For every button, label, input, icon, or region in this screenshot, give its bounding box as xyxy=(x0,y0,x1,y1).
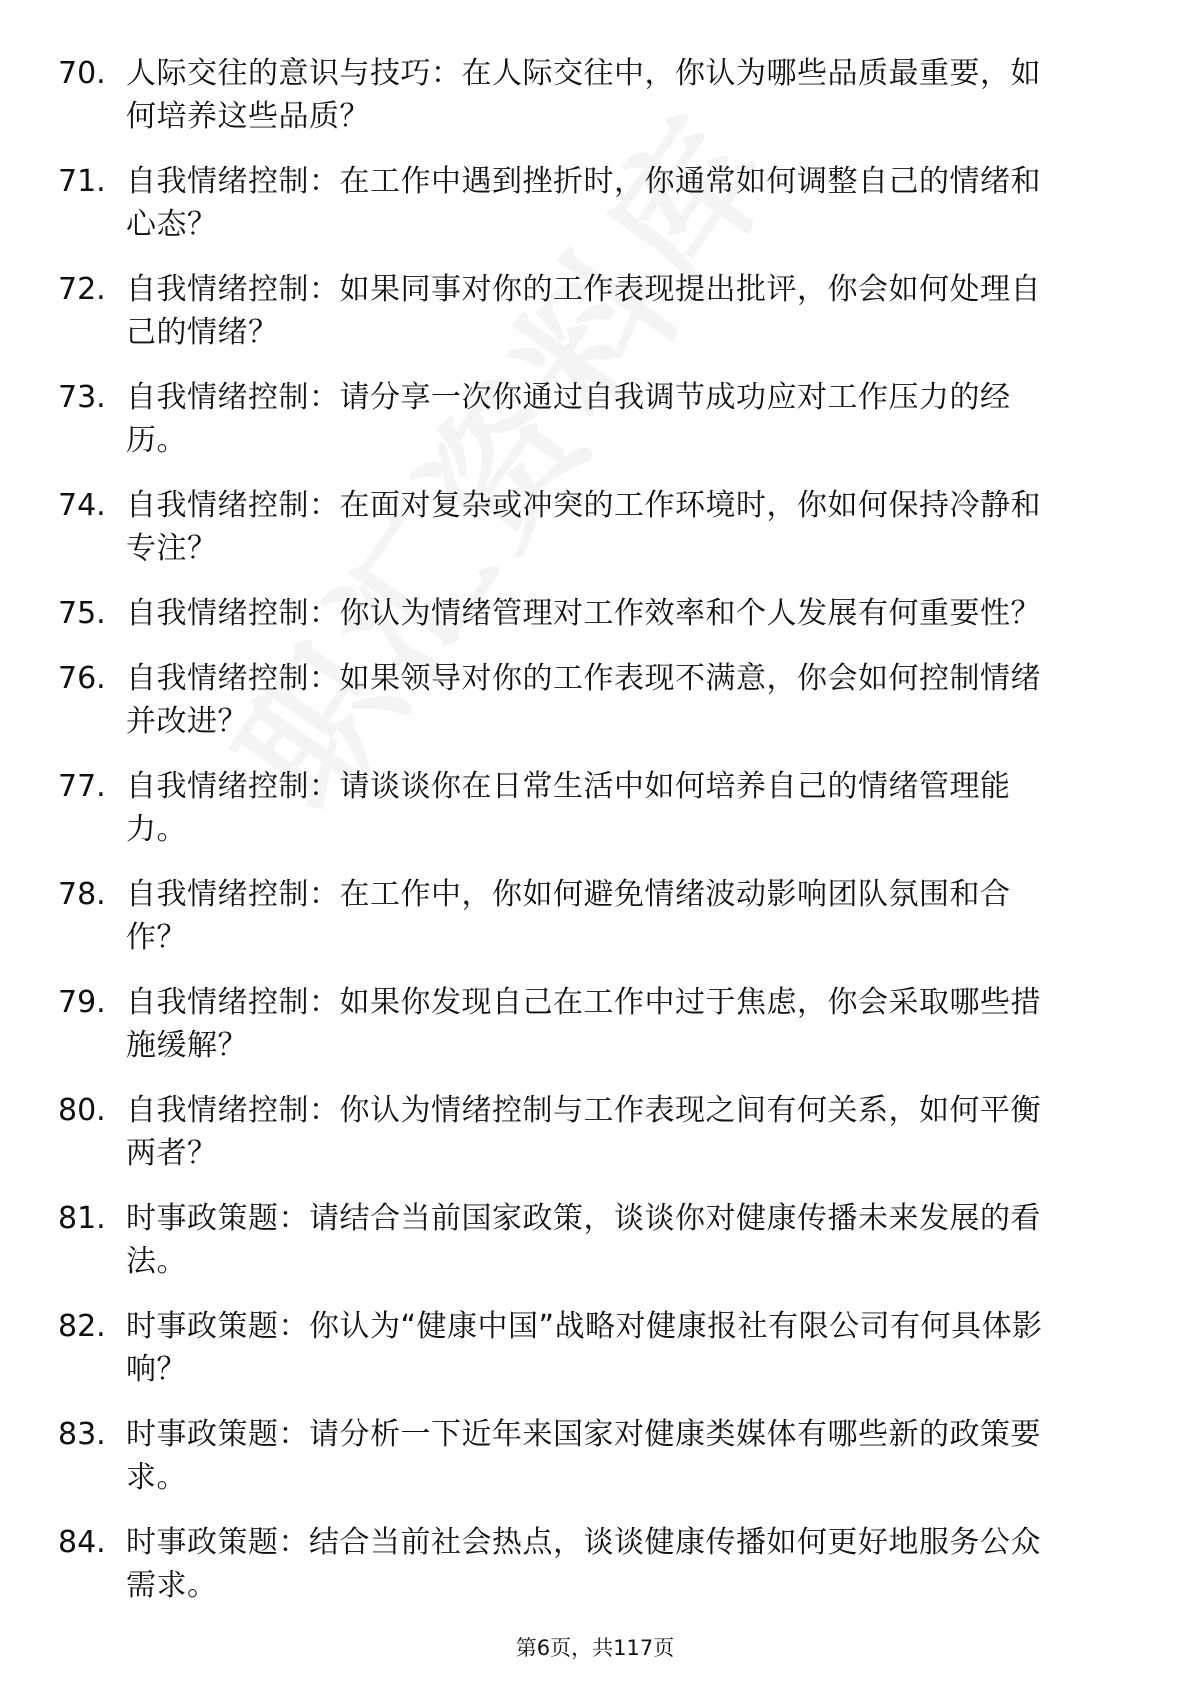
question-item xyxy=(58,160,1128,246)
question-number: 79. xyxy=(58,985,106,1020)
question-list xyxy=(58,52,1128,1629)
question-text: 自我情绪控制：你认为情绪控制与工作表现之间有何关系，如何平衡两者？ xyxy=(126,1093,1041,1171)
question-text: 时事政策题：请结合当前国家政策，谈谈你对健康传播未来发展的看法。 xyxy=(126,1201,1041,1279)
question-text: 自我情绪控制：在面对复杂或冲突的工作环境时，你如何保持冷静和专注？ xyxy=(126,488,1041,566)
question-number: 84. xyxy=(58,1525,106,1560)
question-item xyxy=(58,765,1128,851)
question-number: 82. xyxy=(58,1309,106,1344)
page-footer xyxy=(0,1632,1190,1662)
question-text: 人际交往的意识与技巧：在人际交往中，你认为哪些品质最重要，如何培养这些品质？ xyxy=(126,56,1041,134)
question-text: 自我情绪控制：请分享一次你通过自我调节成功应对工作压力的经历。 xyxy=(126,380,1011,458)
question-text: 自我情绪控制：在工作中，你如何避免情绪波动影响团队氛围和合作？ xyxy=(126,877,1011,955)
question-number: 80. xyxy=(58,1093,106,1128)
question-text: 时事政策题：结合当前社会热点，谈谈健康传播如何更好地服务公众需求。 xyxy=(126,1525,1041,1603)
question-item xyxy=(58,1197,1128,1283)
page-number-label: 第6页，共117页 xyxy=(515,1636,675,1660)
question-text: 自我情绪控制：如果你发现自己在工作中过于焦虑，你会采取哪些措施缓解？ xyxy=(126,985,1041,1063)
question-text: 时事政策题：你认为“健康中国”战略对健康报社有限公司有何具体影响？ xyxy=(126,1309,1043,1387)
question-text: 时事政策题：请分析一下近年来国家对健康类媒体有哪些新的政策要求。 xyxy=(126,1417,1041,1495)
question-item xyxy=(58,592,1128,635)
question-item xyxy=(58,52,1128,138)
question-text: 自我情绪控制：请谈谈你在日常生活中如何培养自己的情绪管理能力。 xyxy=(126,769,1011,847)
question-number: 81. xyxy=(58,1201,106,1236)
question-number: 74. xyxy=(58,488,106,523)
question-item xyxy=(58,657,1128,743)
question-number: 75. xyxy=(58,596,106,631)
question-text: 自我情绪控制：你认为情绪管理对工作效率和个人发展有何重要性？ xyxy=(126,596,1041,631)
question-item xyxy=(58,376,1128,462)
question-number: 77. xyxy=(58,769,106,804)
question-text: 自我情绪控制：如果领导对你的工作表现不满意，你会如何控制情绪并改进？ xyxy=(126,661,1041,739)
question-item xyxy=(58,268,1128,354)
question-number: 73. xyxy=(58,380,106,415)
question-number: 72. xyxy=(58,272,106,307)
question-item xyxy=(58,484,1128,570)
question-number: 70. xyxy=(58,56,106,91)
question-item xyxy=(58,1413,1128,1499)
question-number: 71. xyxy=(58,164,106,199)
question-item xyxy=(58,1521,1128,1607)
question-text: 自我情绪控制：在工作中遇到挫折时，你通常如何调整自己的情绪和心态？ xyxy=(126,164,1041,242)
question-item xyxy=(58,981,1128,1067)
question-number: 78. xyxy=(58,877,106,912)
question-number: 76. xyxy=(58,661,106,696)
question-item xyxy=(58,1305,1128,1391)
question-text: 自我情绪控制：如果同事对你的工作表现提出批评，你会如何处理自己的情绪？ xyxy=(126,272,1041,350)
question-item xyxy=(58,873,1128,959)
question-number: 83. xyxy=(58,1417,106,1452)
question-item xyxy=(58,1089,1128,1175)
